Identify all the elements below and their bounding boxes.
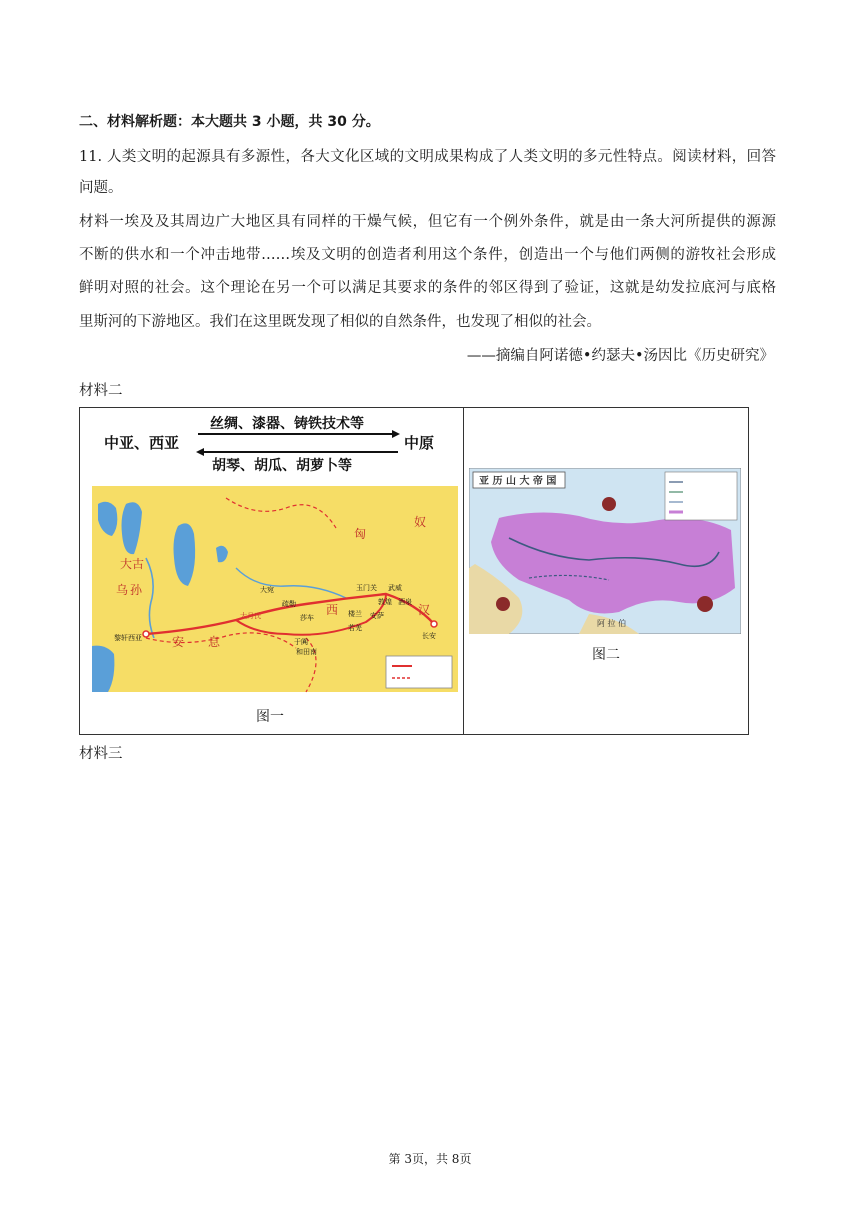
map-label-yumenguan: 玉门关 xyxy=(356,584,377,592)
figure-table xyxy=(79,407,749,735)
material1-line-3: 鲜明对照的社会。这个理论在另一个可以满足其要求的条件的邻区得到了验证，这就是幼发拉底河与底格 xyxy=(79,280,776,296)
section-heading: 二、材料解析题：本大题共 3 小题，共 30 分。 xyxy=(79,114,380,130)
warrior-figure-3 xyxy=(697,596,713,612)
material1-line-2: 不断的供水和一个冲击地带……埃及文明的创造者利用这个条件，创造出一个与他们两侧的游牧社会形成 xyxy=(79,247,776,263)
map-label-kangju-b: 古 xyxy=(132,557,145,571)
persian-gulf xyxy=(92,646,114,692)
city-marker-west xyxy=(143,631,149,637)
map-label-changan: 长安 xyxy=(422,632,436,640)
warrior-figure-1 xyxy=(602,497,616,511)
central-west-asia-label: 中亚、西亚 xyxy=(104,434,180,452)
map-label-anxi-b: 息 xyxy=(208,635,221,649)
import-arrowhead xyxy=(196,448,204,456)
alexander-empire-map xyxy=(469,468,741,634)
map-label-xiongnu: 匈 xyxy=(354,527,367,541)
map2-arabia-label: 阿 拉 伯 xyxy=(597,619,627,628)
map-label-shache: 莎车 xyxy=(300,614,314,622)
map-label-wusun-a: 乌 xyxy=(116,583,129,597)
map-label-loulan: 楼兰 xyxy=(348,610,362,618)
material3-label: 材料三 xyxy=(79,746,123,762)
material1-line-1: 材料一埃及及其周边广大地区具有同样的干燥气候，但它有一个例外条件，就是由一条大河所提供的源源 xyxy=(79,214,776,230)
figure1-caption: 图一 xyxy=(256,709,284,725)
figure-divider xyxy=(463,408,464,734)
map-label-dawan-a: 大 xyxy=(260,586,267,594)
map-label-xiongnu-2: 奴 xyxy=(414,515,427,529)
question-text-line-1: 11. 人类文明的起源具有多源性，各大文化区域的文明成果构成了人类文明的多元性特点。阅读材料，回答 xyxy=(79,149,776,165)
map-label-jiuquan: 酒泉 xyxy=(398,598,412,606)
export-goods-label: 丝绸、漆器、铸铁技术等 xyxy=(210,416,364,432)
map-label-yutian: 于阗 xyxy=(294,638,308,646)
figure2-caption: 图二 xyxy=(592,647,620,663)
material2-label: 材料二 xyxy=(79,383,123,399)
material1-source: ——摘编自阿诺德•约瑟夫•汤因比《历史研究》 xyxy=(466,348,774,364)
silk-road-map xyxy=(86,408,460,698)
page-footer: 第 3页，共 8页 xyxy=(388,1152,472,1166)
import-goods-label: 胡琴、胡瓜、胡萝卜等 xyxy=(212,458,352,474)
map-label-ansa: 安萨 xyxy=(370,612,384,620)
map-label-yutian-south: 和田南 xyxy=(296,648,317,656)
map-label-kangju-a: 大 xyxy=(120,557,133,571)
map-label-wuwei: 武威 xyxy=(388,584,402,592)
map-label-luoma: 黎轩西亚 xyxy=(114,634,142,642)
material1-line-4: 里斯河的下游地区。我们在这里既发现了相似的自然条件，也发现了相似的社会。 xyxy=(79,314,601,330)
export-arrowhead xyxy=(392,430,400,438)
warrior-figure-2 xyxy=(496,597,510,611)
city-marker-changan xyxy=(431,621,437,627)
central-plains-label: 中原 xyxy=(404,434,435,452)
map-legend xyxy=(386,656,452,688)
map2-title: 亚 历 山 大 帝 国 xyxy=(479,476,557,487)
map-label-dawan-b: 宛 xyxy=(267,586,274,594)
map-label-dunhuang: 敦煌 xyxy=(378,598,392,606)
map-label-xi: 西 xyxy=(326,603,339,617)
map-label-dayuezhi: 大月氏 xyxy=(240,612,261,620)
map-label-shule: 疏勒 xyxy=(282,600,296,608)
map-label-wusun-b: 孙 xyxy=(130,583,143,597)
map-label-anxi-a: 安 xyxy=(172,635,185,649)
map-label-ruoqiang: 若羌 xyxy=(348,624,362,632)
question-text-line-2: 问题。 xyxy=(79,180,123,196)
map-label-han: 汉 xyxy=(418,603,431,617)
